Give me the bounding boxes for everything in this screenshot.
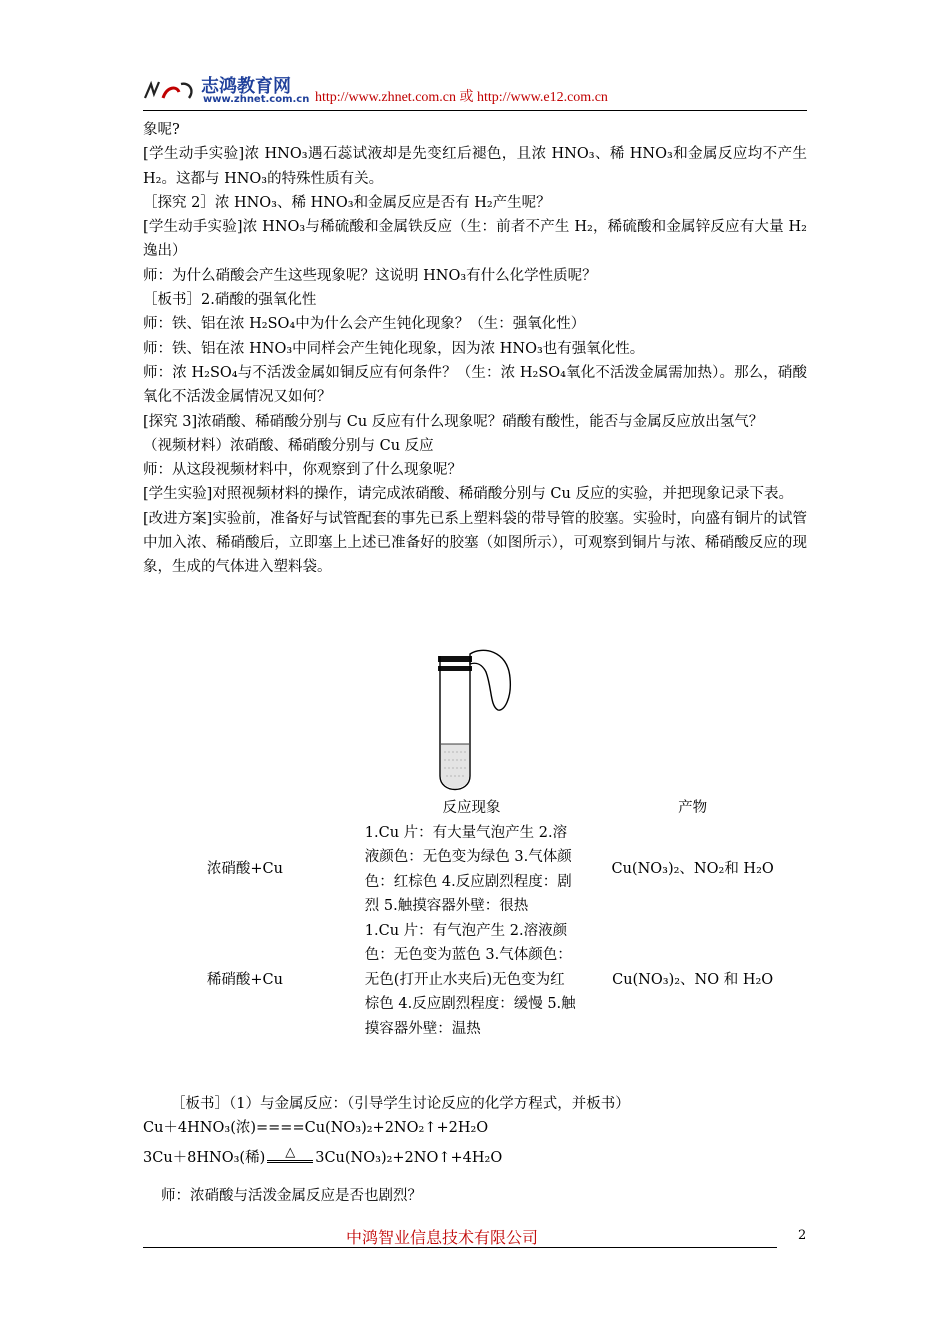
board-note: ［板书］（1）与金属反应：（引导学生讨论反应的化学方程式，并板书） [171,1096,630,1112]
document-body [143,118,807,580]
paragraph: 师：为什么硝酸会产生这些现象呢？这说明 HNO₃有什么化学性质呢？ [143,267,597,284]
paragraph: [学生实验]对照视频材料的操作，请完成浓硝酸、稀硝酸分别与 Cu 反应的实验，并把现象记录下表。 [143,486,793,503]
paragraph: （视频材料）浓硝酸、稀硝酸分别与 Cu 反应 [143,437,434,454]
paragraph: 师：浓 H₂SO₄与不活泼金属如铜反应有何条件？（生：浓 H₂SO₄氧化不活泼金属需加热）。那么，硝酸氧化不活泼金属情况又如何？ [143,364,807,406]
equation-2-right: 3Cu(NO₃)₂+2NO↑+4H₂O [315,1150,503,1166]
paragraph: [探究 3]浓硝酸、稀硝酸分别与 Cu 反应有什么现象呢？硝酸有酸性，能否与金属反应放出氢气？ [143,413,764,430]
header-divider [143,110,807,111]
table-cell-phenomena: 1.Cu 片：有大量气泡产生 2.溶液颜色：无色变为绿色 3.气体颜色：红棕色 4.反应剧烈程度：剧烈 5.触摸容器外壁：很热 [364,824,572,914]
paragraph: 师：铁、铝在浓 HNO₃中同样会产生钝化现象，因为浓 HNO₃也有强氧化性。 [143,340,645,357]
paragraph: 师：铁、铝在浓 H₂SO₄中为什么会产生钝化现象？（生：强氧化性） [143,316,586,333]
table-cell-products: Cu(NO₃)₂、NO₂和 H₂O [611,861,774,878]
footer-company: 中鸿智业信息技术有限公司 [346,1228,539,1247]
table-header-row [143,796,807,821]
logo-title: 志鸿教育网 [201,76,291,97]
results-table [143,796,807,1041]
paragraph: [学生动手实验]浓 HNO₃遇石蕊试液却是先变红后褪色，且浓 HNO₃、稀 HNO₃和金属反应均不产生 H₂。这都与 HNO₃的特殊性质有关。 [143,146,807,187]
table-header-cell [143,796,357,821]
table-row [143,919,807,1042]
paragraph: ［板书］2.硝酸的强氧化性 [143,292,317,309]
paragraph: [改进方案]实验前，准备好与试管配套的事先已系上塑料袋的带导管的胶塞。实验时，向盛有铜片的试管中加入浓、稀硝酸后，立即塞上上述已准备好的胶塞（如图所示），可观察到铜片与浓、稀硝酸反应的现象，生成的气体进入塑料袋。 [143,510,807,576]
table-cell-reactant: 稀硝酸+Cu [206,971,283,988]
paragraph: [学生动手实验]浓 HNO₃与稀硫酸和金属铁反应（生：前者不产生 H₂，稀硫酸和金属锌反应有大量 H₂逸出） [143,219,807,260]
teacher-question: 师：浓硝酸与活泼金属反应是否也剧烈？ [161,1188,422,1204]
table-row [143,821,807,919]
heat-condition-icon: △ [267,1146,313,1163]
footer-divider [143,1247,777,1248]
page-header [143,68,807,112]
table-cell-products: Cu(NO₃)₂、NO 和 H₂O [612,971,774,988]
test-tube-figure [430,648,520,798]
paragraph: 师：从这段视频材料中，你观察到了什么现象呢？ [143,462,462,479]
table-cell-phenomena: 1.Cu 片：有气泡产生 2.溶液颜色：无色变为蓝色 3.气体颜色：无色(打开止水夹后)无色变为红棕色 4.反应剧烈程度：缓慢 5.触摸容器外壁：温热 [364,922,576,1037]
paragraph: 象呢? [143,122,180,138]
table-cell-reactant: 浓硝酸+Cu [206,861,283,878]
table-header-cell: 反应现象 [442,800,501,816]
page-number: 2 [798,1228,807,1243]
site-logo[interactable] [143,74,318,108]
paragraph: ［探究 2］浓 HNO₃、稀 HNO₃和金属反应是否有 H₂产生呢？ [143,194,551,211]
header-links[interactable]: http://www.zhnet.com.cn 或 http://www.e12.com.cn [315,90,608,105]
equation-2-left: 3Cu＋8HNO₃(稀) [143,1150,266,1166]
equation-1: Cu＋4HNO₃(浓)====Cu(NO₃)₂+2NO₂↑+2H₂O [143,1120,489,1136]
logo-mark-icon [143,80,199,102]
logo-url: www.zhnet.com.cn [203,94,310,105]
board-section [143,1092,807,1208]
equation-2 [143,1146,807,1170]
table-header-cell: 产物 [678,800,708,816]
